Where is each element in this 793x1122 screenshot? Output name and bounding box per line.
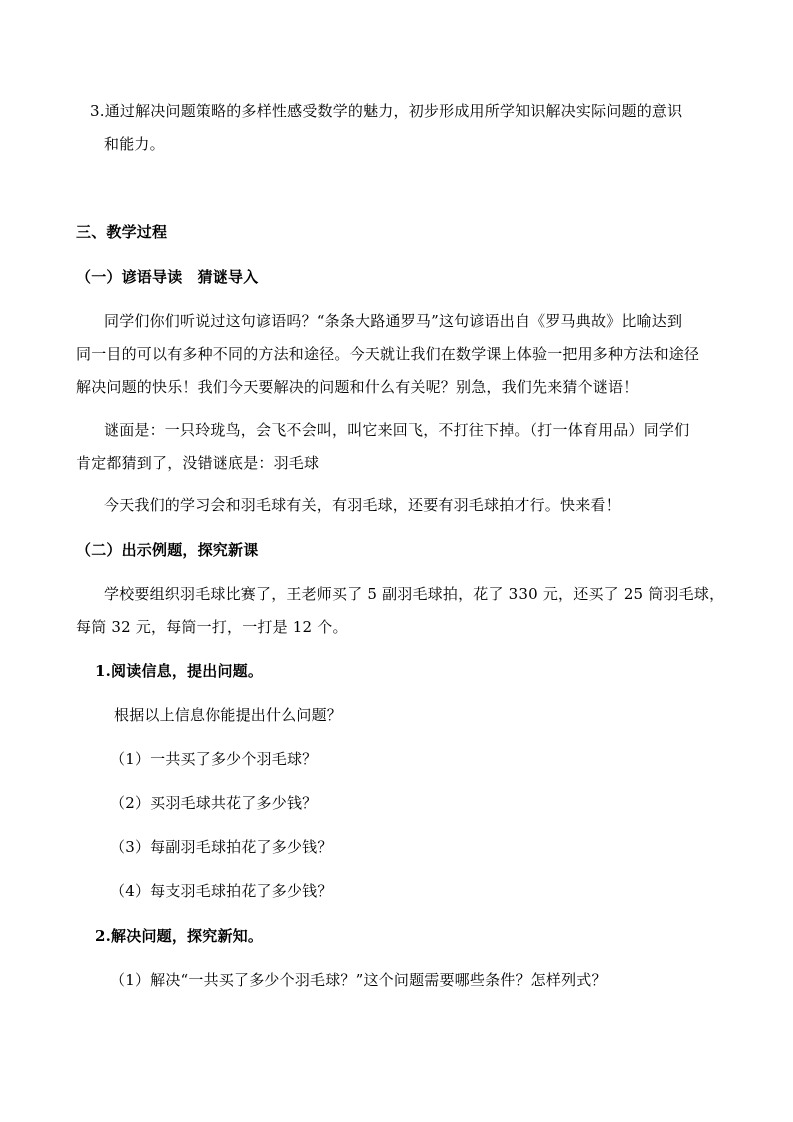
paragraph-line: 每筒 32 元，每筒一打，一打是 12 个。 <box>76 618 348 636</box>
question-item-4: （4）每支羽毛球拍花了多少钱？ <box>110 882 333 900</box>
step-2-subquestion-1: （1）解决“一共买了多少个羽毛球？”这个问题需要哪些条件？怎样列式？ <box>110 971 607 989</box>
paragraph-line: 肯定都猜到了，没错谜底是：羽毛球 <box>76 454 320 472</box>
paragraph-transition: 今天我们的学习会和羽毛球有关，有羽毛球，还要有羽毛球拍才行。快来看！ <box>104 496 621 514</box>
step-1-prompt: 根据以上信息你能提出什么问题？ <box>114 706 343 724</box>
objective-item-3-line-2: 和能力。 <box>104 135 165 153</box>
subsection-heading-proverb-intro: （一）谚语导读 猜谜导入 <box>76 268 259 286</box>
step-1-title: 1.阅读信息，提出问题。 <box>95 662 264 680</box>
paragraph-line: 谜面是：一只玲珑鸟，会飞不会叫，叫它来回飞，不打往下掉。（打一体育用品）同学们 <box>104 421 690 439</box>
paragraph-line: 解决问题的快乐！我们今天要解决的问题和什么有关呢？别急，我们先来猜个谜语！ <box>76 378 639 396</box>
question-item-3: （3）每副羽毛球拍花了多少钱？ <box>110 838 333 856</box>
objective-item-3-line-1: 3.通过解决问题策略的多样性感受数学的魅力，初步形成用所学知识解决实际问题的意识 <box>90 102 683 120</box>
section-title-teaching-process: 三、教学过程 <box>76 223 168 241</box>
paragraph-line: 学校要组织羽毛球比赛了，王老师买了 5 副羽毛球拍，花了 330 元，还买了 25 筒羽毛球， <box>104 585 725 603</box>
subsection-heading-example: （二）出示例题，探究新课 <box>76 541 259 559</box>
paragraph-line: 同学们你们听说过这句谚语吗？“条条大路通罗马”这句谚语出自《罗马典故》比喻达到 <box>104 312 683 330</box>
question-item-1: （1）一共买了多少个羽毛球？ <box>110 750 318 768</box>
step-2-title: 2.解决问题，探究新知。 <box>95 927 264 945</box>
question-item-2: （2）买羽毛球共花了多少钱？ <box>110 794 318 812</box>
paragraph-line: 同一目的可以有多种不同的方法和途径。今天就让我们在数学课上体验一把用多种方法和途径 <box>76 345 700 363</box>
